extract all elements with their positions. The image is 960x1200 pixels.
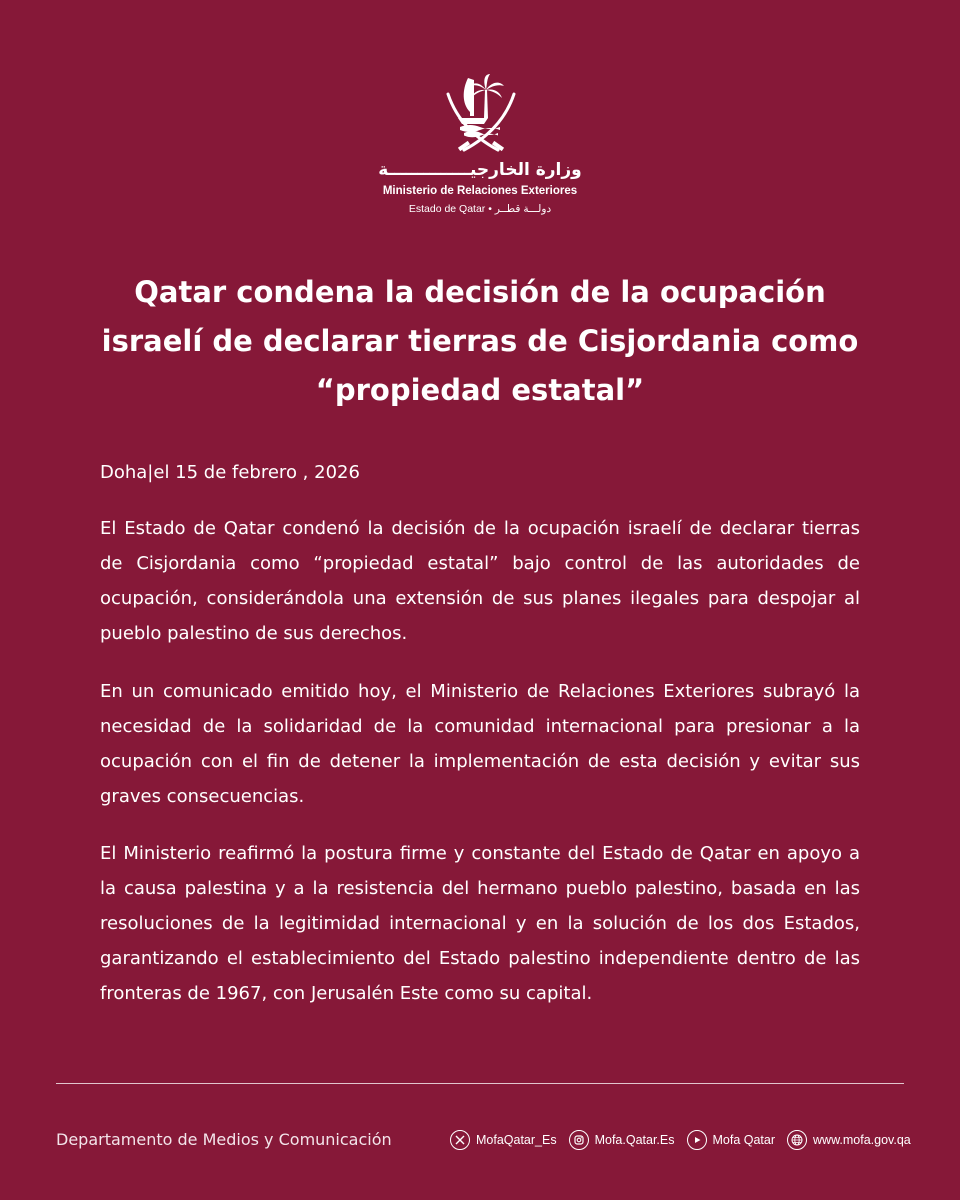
instagram-handle: Mofa.Qatar.Es [594, 1133, 675, 1147]
globe-icon [787, 1130, 807, 1150]
x-link[interactable] [450, 1130, 557, 1150]
title-line-3: “propiedad estatal” [315, 373, 645, 407]
qatar-emblem-icon [440, 72, 522, 156]
paragraph-1: El Estado de Qatar condenó la decisión de la ocupación israelí de declarar tierras de Cisjordania como “propiedad estatal” bajo control de las autoridades de ocupación, considerándola una extensión de sus planes ilegales para despojar al pueblo palestino de sus derechos. [100, 518, 860, 644]
ministry-arabic-name: وزارة الخارجيــــــــــــــة [378, 160, 582, 180]
website-link[interactable] [787, 1130, 911, 1150]
statement-title [60, 268, 900, 415]
instagram-link[interactable] [569, 1130, 675, 1150]
youtube-icon [687, 1130, 707, 1150]
paragraph-3: El Ministerio reafirmó la postura firme y constante del Estado de Qatar en apoyo a la causa palestina y a la resistencia del hermano pueblo palestino, basada en las resoluciones de la legitimidad internacional y en la solución de los dos Estados, garantizando el establecimiento del Estado palestino independiente dentro de las fronteras de 1967, con Jerusalén Este como su capital. [100, 843, 860, 1004]
x-icon [450, 1130, 470, 1150]
youtube-link[interactable] [687, 1130, 776, 1150]
state-line: Estado de Qatar • دولـــة قطــر [408, 203, 552, 215]
x-handle: MofaQatar_Es [476, 1133, 557, 1147]
ministry-name: Ministerio de Relaciones Exteriores [382, 185, 578, 197]
department-name: Departamento de Medios y Comunicación [56, 1130, 392, 1149]
ministry-logotype [330, 160, 630, 217]
social-links [450, 1127, 911, 1153]
website-url: www.mofa.gov.qa [813, 1133, 911, 1147]
footer-divider [56, 1083, 904, 1084]
instagram-icon [569, 1130, 589, 1150]
paragraph-2: En un comunicado emitido hoy, el Ministerio de Relaciones Exteriores subrayó la necesidad de la solidaridad de la comunidad internacional para presionar a la ocupación con el fin de detener la implementación de esta decisión y evitar sus graves consecuencias. [100, 681, 860, 807]
title-line-2: israelí de declarar tierras de Cisjordania como [101, 324, 859, 358]
title-line-1: Qatar condena la decisión de la ocupación [134, 275, 826, 309]
youtube-handle: Mofa Qatar [712, 1133, 776, 1147]
dateline: Doha|el 15 de febrero , 2026 [100, 462, 360, 483]
